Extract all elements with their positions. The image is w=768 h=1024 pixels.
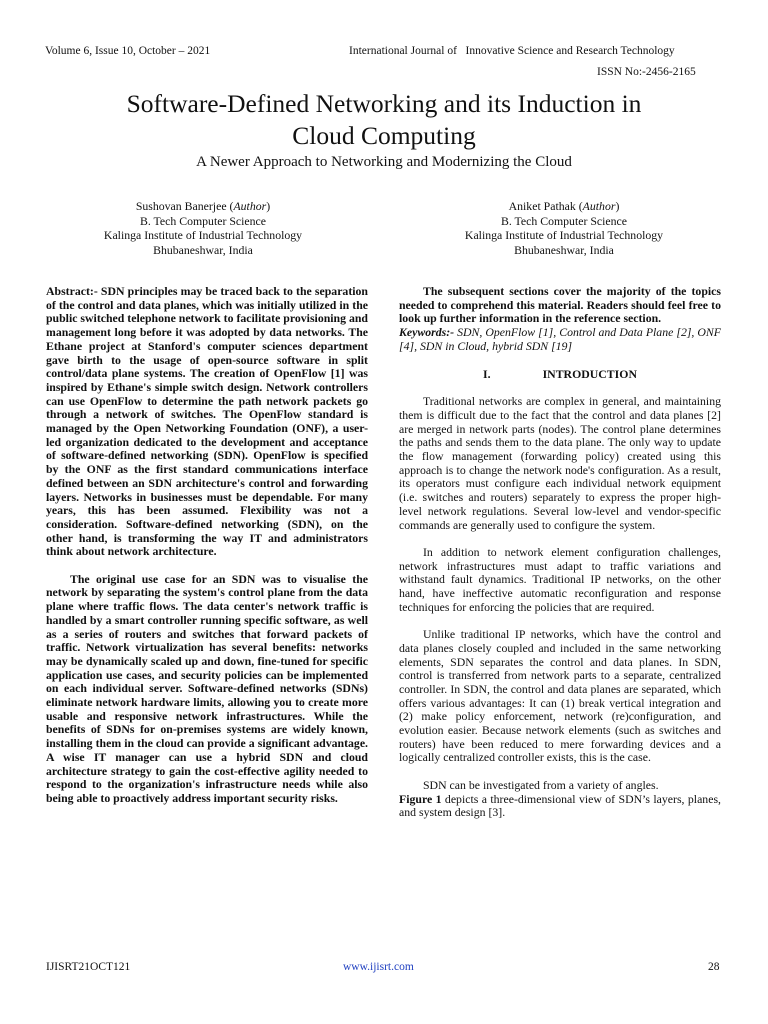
paper-title-line-1: Software-Defined Networking and its Induction in [126, 89, 642, 118]
header-volume: Volume 6, Issue 10, October – 2021 [45, 45, 211, 57]
paragraph-text: SDN can be investigated from a variety of angles. [423, 777, 659, 792]
intro-note-paragraph: The subsequent sections cover the majority of the topics needed to comprehend this material. Readers should feel free to look up further information in the reference section. [399, 284, 721, 326]
figure-reference: Figure 1 [399, 791, 442, 806]
keywords-label: Keywords:- [399, 325, 455, 340]
left-column [46, 285, 368, 806]
section-title: INTRODUCTION [542, 366, 637, 381]
author-dept: B. Tech Computer Science [139, 213, 267, 228]
footer-url-link[interactable]: www.ijisrt.com [343, 961, 414, 973]
author-role: Author [582, 199, 616, 213]
author-institute: Kalinga Institute of Industrial Technology [464, 228, 664, 242]
body-paragraph: The original use case for an SDN was to visualise the network by separating the system's control plane from the data plane where traffic flows. The data center's network traffic is handled by a smart controller running specific software, as well as a series of routers and switches that forward packets of traffic. Network virtualization has several benefits: networks may be dynamically scaled up and down, fine-tuned for specific application use cases, and security policies can be implemented on each individual server. Software-defined networks (SDNs) eliminate network hardware limits, allowing you to create more usable and responsive network infrastructures. While the benefits of SDNs for on-premises systems are widely known, installing them in the cloud can provide a significant advantage. A wise IT manager can use a hybrid SDN and cloud architecture strategy to gain the cost-effective agility needed to respond to the organization's infrastructure needs while also being able to proactively address important security risks. [46, 571, 368, 805]
author-name: Sushovan Banerjee [135, 199, 227, 213]
section-heading [399, 368, 721, 382]
author-role: Author [233, 199, 267, 213]
body-paragraph: Unlike traditional IP networks, which have the control and data planes closely coupled and included in the same networking elements, SDN separates the control and data planes. In SDN, control is transferred from network parts to a separate, centralized controller. In SDN, the control and data planes are separated, which offers various advantages: It can (1) break vertical integration and (2) make policy enforcement, network (re)configuration, and evolution easier. Because network elements (such as switches and routers) have been reduced to mere forwarding devices and a logically centralized controller exists, this is the case. [399, 627, 721, 765]
keywords-line [399, 326, 721, 353]
author-institute: Kalinga Institute of Industrial Technology [103, 228, 303, 242]
paper-subtitle: A Newer Approach to Networking and Modernizing the Cloud [196, 154, 572, 170]
author-name-line: Aniket Pathak (Author) [508, 199, 620, 213]
paragraph-text: depicts a three-dimensional view of SDN’s layers, planes, and system design [3]. [399, 791, 721, 820]
footer-page-number: 28 [708, 961, 720, 973]
keywords-list: SDN, OpenFlow [1], Control and Data Plane [2], ONF [4], SDN in Cloud, hybrid SDN [19] [399, 325, 721, 353]
header-journal: International Journal of Innovative Science and Research Technology [349, 45, 675, 57]
author-dept: B. Tech Computer Science [500, 213, 628, 228]
section-number: I. [483, 366, 491, 381]
body-paragraph: Traditional networks are complex in general, and maintaining them is difficult due to the fact that the control and data planes [2] are merged in network parts (nodes). The control plane determines the paths and sends them to the data plane. The only way to update the flow management (forwarding policy) created using this approach is to change the network node's configuration. As a result, its operators must configure each individual network equipment (i.e. switches and routers) separately to express the proper high-level network regulations. Several low-level and vendor-specific commands are generally used to configure the system. [399, 394, 721, 532]
body-paragraph: In addition to network element configuration challenges, network infrastructures must adapt to traffic variations and withstand fault dynamics. Traditional IP networks, on the other hand, have ineffective automatic reconfiguration and response techniques for enforcing the policies that are required. [399, 544, 721, 614]
body-paragraph [399, 779, 721, 820]
right-column [399, 285, 721, 820]
author-name-line: Sushovan Banerjee (Author) [135, 199, 271, 213]
paper-title-line-2: Cloud Computing [292, 121, 476, 150]
abstract-paragraph: Abstract:- SDN principles may be traced back to the separation of the control and data planes, which was initially utilized in the public switched telephone network to facilitate provisioning and management long before it was adopted by data networks. The Ethane project at Stanford's computer sciences department gave birth to the usage of open-source software in split control/data plane systems. The creation of OpenFlow [1] was inspired by Ethane's simple switch design. Network controllers can use OpenFlow to determine the path network packets go through a network of switches. The OpenFlow standard is managed by the Open Networking Foundation (ONF), a user-led organization dedicated to the development and acceptance of software-defined networking (SDN). OpenFlow is specified by the ONF as the first standard communications interface defined between an SDN architecture's control and forwarding layers. Networks in businesses must be dependable. For many years, this has been assumed. Flexibility was not a consideration. Software-defined networking (SDN), on the other hand, is transforming the way IT and administrators think about network architecture. [46, 284, 368, 559]
paper-title [0, 88, 768, 152]
header-issn: ISSN No:-2456-2165 [597, 66, 696, 78]
author-city: Bhubaneshwar, India [514, 242, 614, 257]
author-name: Aniket Pathak [508, 199, 576, 213]
author-block-2 [414, 199, 714, 257]
author-block-1 [53, 199, 353, 257]
author-city: Bhubaneshwar, India [153, 242, 253, 257]
footer-paper-id: IJISRT21OCT121 [46, 961, 131, 973]
